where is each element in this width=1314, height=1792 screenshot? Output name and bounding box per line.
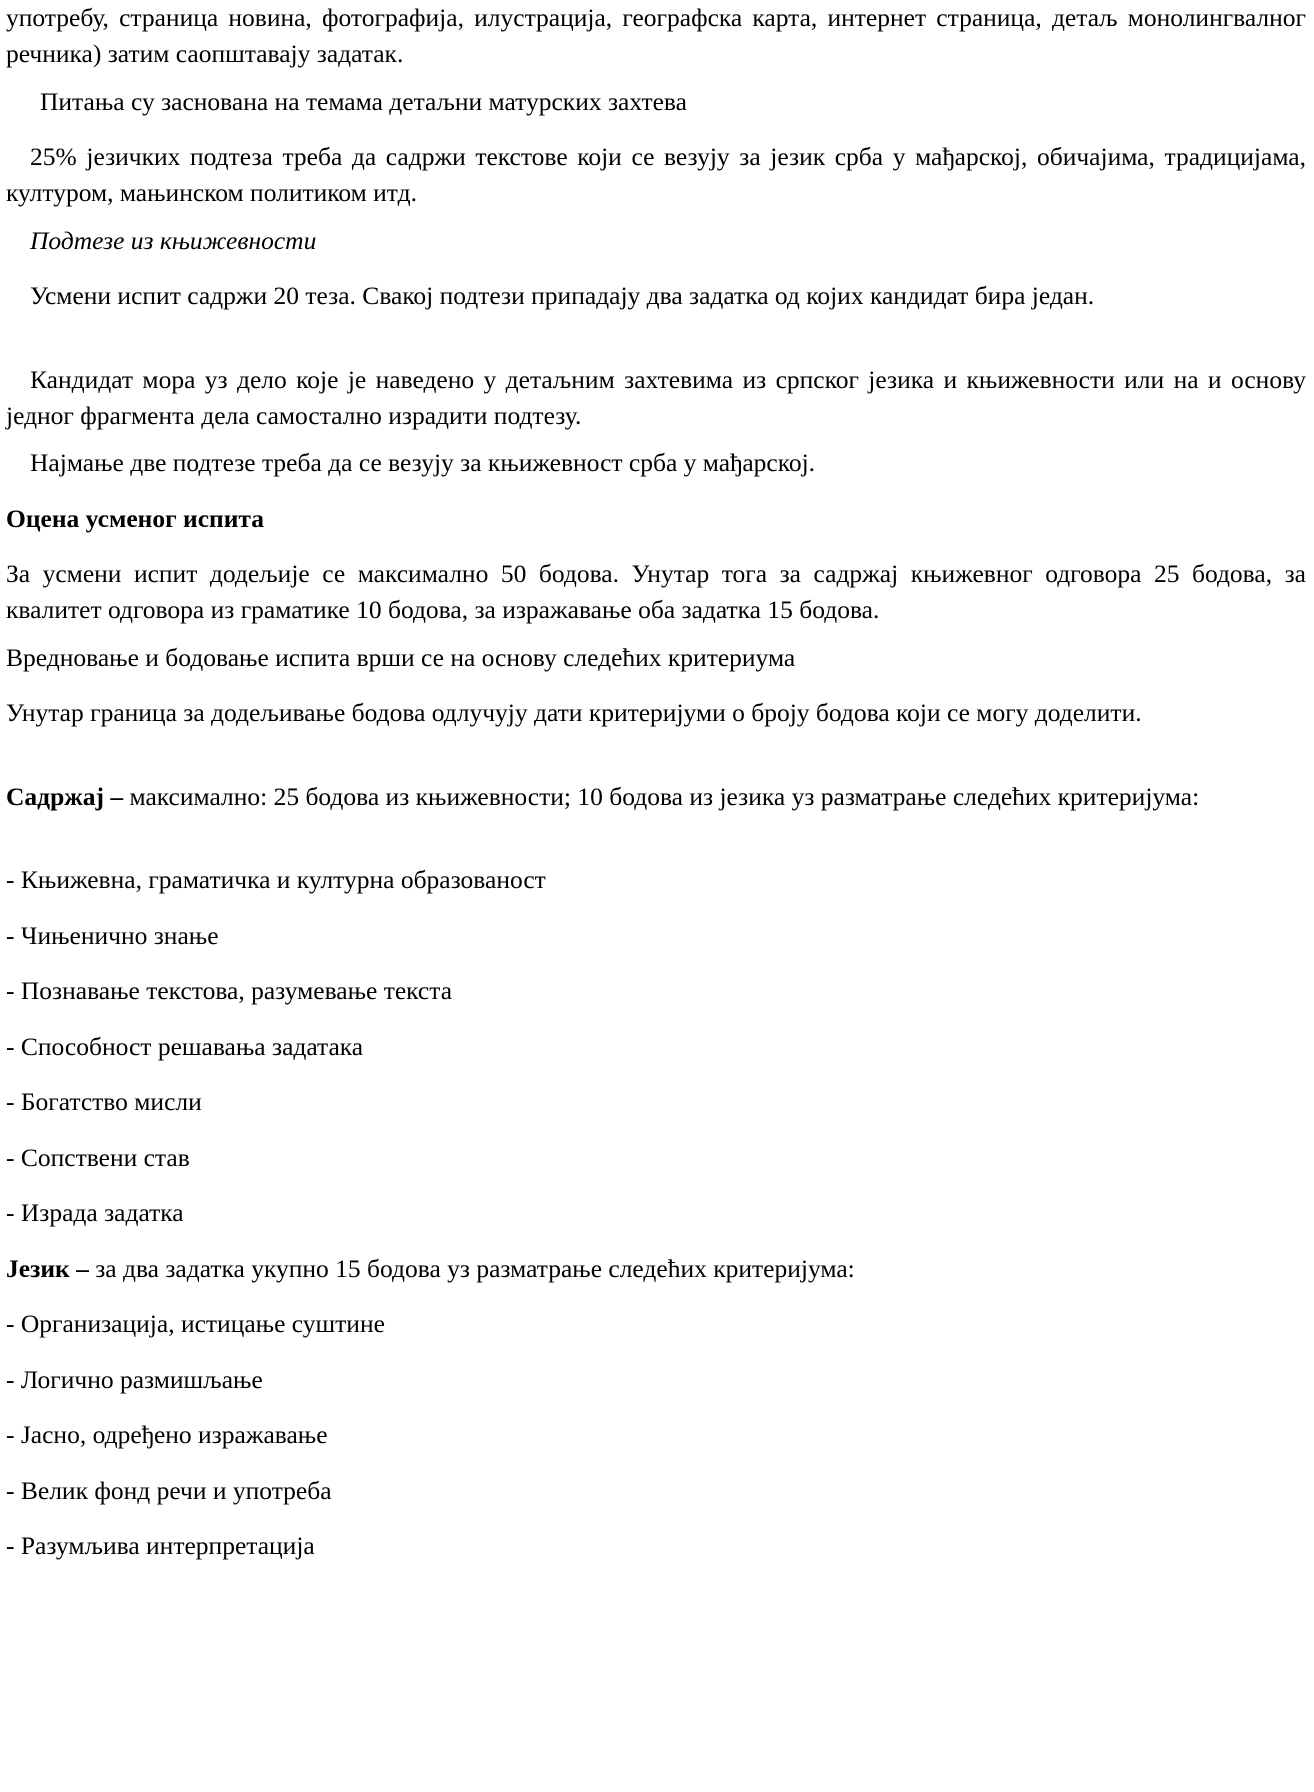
paragraph-content-criteria	[6, 779, 1306, 815]
paragraph-serbian-literature: Најмање две подтезе треба да се везују за књижевност срба у мађарској.	[30, 448, 816, 477]
list-item: - Логично размишљање	[6, 1365, 263, 1394]
subheading-literature-subtheses: Подтезе из књижевности	[30, 226, 317, 255]
paragraph-questions-basis: Питања су заснована на темама детаљни матурских захтева	[40, 87, 687, 116]
paragraph-candidate-work: Кандидат мора уз дело које је наведено у детаљним захтевима из српског језика и књижевности или на и основу једног фрагмента дела самостално израдити подтезу.	[6, 365, 1306, 430]
paragraph-points-limits: Унутар граница за додељивање бодова одлучују дати критеријуми о броју бодова који се могу доделити.	[6, 698, 1142, 727]
content-label: Садржај –	[6, 782, 124, 811]
list-item: - Способност решавања задатака	[6, 1032, 364, 1061]
list-item: - Велик фонд речи и употреба	[6, 1476, 332, 1505]
paragraph-intro-continuation: употребу, страница новина, фотографија, илустрација, географска карта, интернет страница, детаљ монолингвалног речника) затим саопштавају задатак.	[6, 3, 1306, 68]
paragraph-evaluation-criteria: Вредновање и бодовање испита врши се на основу следећих критериума	[6, 643, 796, 672]
language-label: Језик –	[6, 1254, 89, 1283]
paragraph-language-subtheses: 25% језичких подтеза треба да садржи текстове који се везују за језик срба у мађарској, обичајима, традицијама, културом, мањинском политиком итд.	[6, 142, 1306, 207]
language-text: за два задатка укупно 15 бодова уз разматрање следећих критеријума:	[88, 1254, 855, 1283]
paragraph-language-criteria	[6, 1251, 1306, 1287]
paragraph-points-allocation: За усмени испит додељије се максимално 50 бодова. Унутар тога за садржај књижевног одговора 25 бодова, за квалитет одговора из граматике 10 бодова, за изражавање оба задатка 15 бодова.	[6, 559, 1306, 624]
list-item: - Чињенично знање	[6, 921, 219, 950]
list-item: - Организација, истицање суштине	[6, 1309, 385, 1338]
list-item: - Разумљива интерпретација	[6, 1531, 315, 1560]
paragraph-oral-exam-theses: Усмени испит садржи 20 теза. Свакој подтези припадају два задатка од којих кандидат бира један.	[30, 281, 1095, 310]
section-heading-oral-exam-grading: Оцена усменог испита	[6, 504, 265, 533]
list-item: - Израда задатка	[6, 1198, 184, 1227]
list-item: - Познавање текстова, разумевање текста	[6, 976, 453, 1005]
list-item: - Јасно, одређено изражавање	[6, 1420, 328, 1449]
content-text: максимално: 25 бодова из књижевности; 10 бодова из језика уз разматрање следећих критеријума:	[123, 782, 1200, 811]
list-item: - Сопствени став	[6, 1143, 190, 1172]
list-item: - Књижевна, граматичка и културна образованост	[6, 865, 546, 894]
list-item: - Богатство мисли	[6, 1087, 202, 1116]
